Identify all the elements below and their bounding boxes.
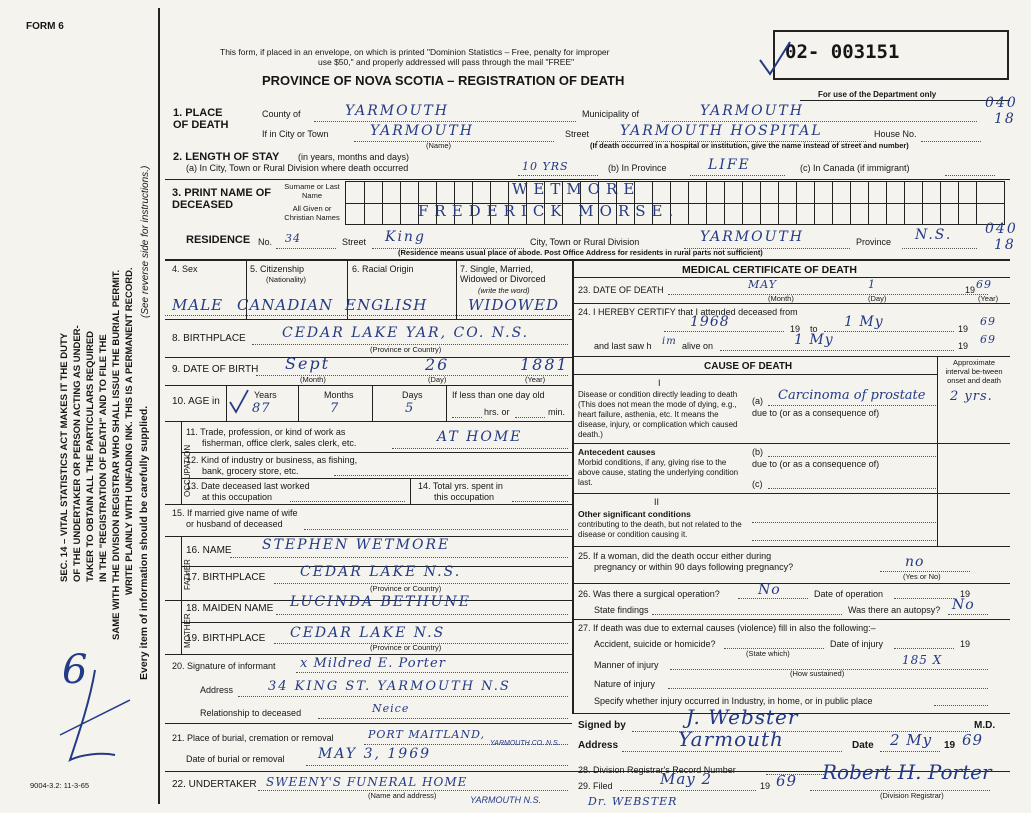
age-years-value[interactable]: 87 (252, 401, 271, 416)
pregnancy-label-1: 25. If a woman, did the death occur either during (578, 551, 772, 561)
industry-label-1: 12. Kind of industry or business, as fishing, (186, 455, 358, 465)
other-conditions-label: contributing to the death, but not related to the disease or condition causing it. (578, 520, 742, 539)
maiden-name-value[interactable]: LUCINDA BETHUNE (290, 594, 471, 610)
death-month-value[interactable]: MAY (748, 278, 778, 291)
autopsy-label: Was there an autopsy? (848, 605, 941, 615)
father-birthplace-label: 17. BIRTHPLACE (186, 572, 266, 583)
citizenship-label: 5. Citizenship (250, 264, 305, 274)
accident-label: Accident, suicide or homicide? (594, 639, 716, 649)
marital-label: 7. Single, Married, Widowed or Divorced (460, 264, 546, 284)
father-birthplace-caption: (Province or Country) (370, 584, 442, 593)
column-divider (572, 259, 574, 713)
to-label: to (810, 324, 818, 334)
age-months-value[interactable]: 7 (330, 401, 340, 416)
initials-handwritten: 6 (62, 647, 88, 693)
state-findings-label: State findings (594, 605, 649, 615)
mother-section-label: MOTHER (183, 613, 192, 648)
sidebar-text-3: TAKER TO OBTAIN ALL THE PARTICULARS REQUIRED (85, 330, 96, 582)
registrar-signature[interactable]: Robert H. Porter (822, 760, 992, 784)
residence-city-value[interactable]: YARMOUTH (700, 229, 804, 245)
sidebar-text-7: Every item of information should be carefully supplied. (138, 405, 150, 680)
cause-title: CAUSE OF DEATH (704, 361, 793, 372)
death-year-value[interactable]: 69 (976, 278, 992, 291)
antecedent-label: Morbid conditions, if any, giving rise to the above cause, stating the underlying condition last. (578, 458, 739, 487)
dob-year-caption: (Year) (525, 375, 546, 384)
death-year-prefix: 19 (965, 285, 976, 295)
last-worked-label-2: at this occupation (202, 492, 273, 502)
last-seen-label: and last saw h (594, 341, 652, 351)
spouse-label-2: or husband of deceased (186, 519, 283, 529)
occupation-section-label: OCCUPATION (183, 444, 192, 497)
trade-value[interactable]: AT HOME (437, 429, 523, 445)
sidebar-text-2: OF THE UNDERTAKER OR PERSON ACTING AS UNDER- (72, 325, 83, 582)
certify-label: 24. I HEREBY CERTIFY that I attended deceased from (578, 307, 798, 317)
father-name-label: 16. NAME (186, 545, 232, 556)
registrar-caption: (Division Registrar) (880, 791, 944, 800)
residence-city-label: City, Town or Rural Division (530, 237, 640, 247)
residence-no-value[interactable]: 34 (285, 232, 301, 245)
trade-label-2: fisherman, office clerk, sales clerk, etc. (202, 438, 357, 448)
physician-address[interactable]: Yarmouth (678, 727, 784, 751)
registrar-mark (40, 660, 140, 780)
mother-birthplace-label: 19. BIRTHPLACE (186, 633, 266, 644)
institution-note: (If death occurred in a hospital or institution, give the name instead of street and number) (590, 141, 909, 150)
age-check-mark (226, 388, 252, 416)
citizenship-caption: (Nationality) (266, 275, 307, 284)
cause-c-label: (c) (752, 479, 763, 489)
part-2-label: II (654, 497, 660, 507)
autopsy-value[interactable]: No (952, 597, 975, 613)
min-label: min. (548, 407, 566, 417)
dept-code-2: 18 (994, 111, 1016, 127)
interval-label: Approximate interval be-tween onset and death (945, 358, 1003, 385)
residence-no-label: No. (258, 237, 273, 247)
marital-caption: (write the word) (478, 286, 530, 295)
years-label: Years (254, 390, 277, 400)
burial-date-label: Date of burial or removal (186, 754, 285, 764)
mother-birthplace-value[interactable]: CEDAR LAKE N.S (290, 625, 446, 641)
surgery-label: 26. Was there a surgical operation? (578, 589, 720, 599)
sign-date-label: Date (852, 740, 874, 751)
street-label: Street (565, 129, 590, 139)
md-label: M.D. (974, 720, 996, 731)
house-label: House No. (874, 129, 917, 139)
dob-month-value[interactable]: Sept (285, 354, 331, 373)
state-which-caption: (State which) (746, 649, 790, 658)
how-sustained-caption: (How sustained) (790, 669, 845, 678)
yes-no-caption: (Yes or No) (903, 572, 941, 581)
filed-year-value: 69 (776, 772, 798, 790)
dob-day-caption: (Day) (428, 375, 447, 384)
father-name-value[interactable]: STEPHEN WETMORE (262, 537, 451, 553)
sidebar-text-1: SEC. 14 – VITAL STATISTICS ACT MAKES IT THE DUTY (59, 332, 70, 582)
stay-a-value[interactable]: 10 YRS (522, 160, 569, 173)
given-names-value[interactable]: FREDERICK MORSE. (418, 202, 680, 220)
sidebar-text-4: IN THE "REGISTRATION OF DEATH" AND TO FILE THE (98, 334, 109, 582)
county-label: County of (262, 109, 301, 119)
city-value[interactable]: YARMOUTH (370, 123, 474, 139)
marital-value[interactable]: WIDOWED (468, 296, 560, 314)
part-1-label: I (658, 378, 661, 388)
form-code: 9004-3.2: 11-3-65 (30, 781, 90, 790)
given-label: All Given or Christian Names (284, 204, 340, 222)
undertaker-label: 22. UNDERTAKER (172, 779, 257, 790)
residence-province-label: Province (856, 237, 892, 247)
manner-note: 185 X (902, 653, 943, 667)
doctor-name: Dr. WEBSTER (588, 795, 678, 808)
physician-signature[interactable]: J. Webster (686, 705, 799, 729)
due-to-b: due to (or as a consequence of) (752, 459, 880, 469)
burial-place-label: 21. Place of burial, cremation or removal (172, 733, 334, 743)
undertaker-caption: (Name and address) (368, 791, 437, 800)
pregnancy-value[interactable]: no (905, 554, 925, 570)
undertaker-address: YARMOUTH N.S. (470, 795, 542, 805)
disease-label: Disease or condition directly leading to death (This does not mean the mode of dying, e.g., heart failure, asthenia, etc. It means the disease, injury, or complication which caused death.) (578, 390, 738, 439)
county-value[interactable]: YARMOUTH (345, 103, 449, 119)
maiden-name-label: 18. MAIDEN NAME (186, 603, 274, 614)
dept-rule (800, 100, 1010, 101)
death-year-caption: (Year) (978, 294, 999, 303)
stay-label: 2. LENGTH OF STAY (173, 151, 280, 163)
dept-use-label: For use of the Department only (818, 90, 937, 99)
dob-month-caption: (Month) (300, 375, 326, 384)
residence-code-1: 040 (985, 221, 1018, 237)
racial-value[interactable]: ENGLISH (345, 296, 428, 314)
stay-c-label: (c) In Canada (if immigrant) (800, 163, 910, 173)
dept-code-1: 040 (985, 95, 1018, 111)
sex-value[interactable]: MALE (172, 296, 224, 314)
alive-on-value[interactable]: 1 My (794, 332, 834, 348)
city-label: If in City or Town (262, 129, 329, 139)
birthplace-value[interactable]: CEDAR LAKE YAR, CO. N.S. (282, 325, 530, 341)
informant-sig-label: 20. Signature of informant (172, 661, 276, 671)
form-title: PROVINCE OF NOVA SCOTIA – REGISTRATION OF DEATH (262, 73, 625, 88)
nature-label: Nature of injury (594, 679, 656, 689)
surname-value[interactable]: WETMORE (512, 180, 641, 198)
operation-year-prefix: 19 (960, 589, 971, 599)
residence-street-label: Street (342, 237, 367, 247)
death-day-value[interactable]: 1 (868, 278, 876, 291)
residence-label: RESIDENCE (186, 234, 251, 246)
stay-caption: (in years, months and days) (298, 152, 410, 162)
other-conditions-title: Other significant conditions (578, 509, 691, 519)
burial-date-value[interactable]: MAY 3, 1969 (318, 746, 432, 762)
sidebar-text-6: WRITE PLAINLY WITH UNFADING INK. THIS IS A PERMANENT RECORD. (124, 267, 135, 595)
injury-year-prefix: 19 (960, 639, 971, 649)
external-label: 27. If death was due to external causes (violence) fill in also the following:– (578, 623, 876, 633)
racial-label: 6. Racial Origin (352, 264, 414, 274)
total-yrs-label-2: this occupation (434, 492, 495, 502)
name-label: 3. PRINT NAME OF DECEASED (172, 187, 272, 211)
industry-label-2: bank, grocery store, etc. (202, 466, 299, 476)
attended-from-year: 19 (790, 324, 801, 334)
last-worked-label-1: 13. Date deceased last worked (186, 481, 310, 491)
birthplace-caption: (Province or Country) (370, 345, 442, 354)
pregnancy-label-2: pregnancy or within 90 days following pregnancy? (594, 562, 794, 572)
alive-on-label: alive on (682, 341, 714, 351)
injury-place-label: Specify whether injury occurred in Industry, in home, or in public place (594, 696, 873, 706)
sign-date-value[interactable]: 2 My (890, 731, 933, 749)
alive-on-prefix: 19 (958, 341, 969, 351)
record-number-label: 28. Division Registrar's Record Number (578, 765, 736, 775)
informant-address-value[interactable]: 34 KING ST. YARMOUTH N.S (268, 679, 511, 694)
stay-a-label: (a) In City, Town or Rural Division where death occurred (186, 163, 409, 173)
age-label: 10. AGE in (172, 396, 220, 407)
stay-b-value[interactable]: LIFE (708, 157, 751, 173)
due-to-a: due to (or as a consequence of) (752, 408, 880, 418)
mother-birthplace-caption: (Province or Country) (370, 643, 442, 652)
operation-date-label: Date of operation (814, 589, 884, 599)
attended-to[interactable]: 1 My (844, 314, 884, 330)
physician-address-label: Address (578, 740, 619, 751)
months-label: Months (324, 390, 354, 400)
manner-label: Manner of injury (594, 660, 659, 670)
sidebar-divider (158, 8, 160, 804)
city-caption: (Name) (426, 141, 452, 150)
relationship-label: Relationship to deceased (200, 708, 302, 718)
attended-from[interactable]: 1968 (690, 314, 730, 330)
last-seen-h: im (662, 336, 677, 347)
municipality-label: Municipality of (582, 109, 640, 119)
envelope-note-2: use $50," and properly addressed will pass through the mail "FREE" (318, 57, 575, 67)
informant-address-label: Address (200, 685, 234, 695)
lt-day-label: If less than one day old (452, 390, 545, 400)
municipality-value[interactable]: YARMOUTH (700, 103, 804, 119)
spouse-label-1: 15. If married give name of wife (172, 508, 298, 518)
check-mark (755, 38, 795, 78)
surgery-value[interactable]: No (758, 582, 781, 598)
attended-to-prefix: 19 (958, 324, 969, 334)
cause-b-label: (b) (752, 447, 763, 457)
surname-label: Surname or Last Name (284, 182, 340, 200)
sex-label: 4. Sex (172, 264, 198, 274)
dob-year-value[interactable]: 1881 (520, 355, 569, 374)
undertaker-name[interactable]: SWEENY'S FUNERAL HOME (266, 775, 468, 789)
antecedent-title: Antecedent causes (578, 447, 656, 457)
interval-a-value[interactable]: 2 yrs. (950, 389, 993, 404)
filed-label: 29. Filed (578, 781, 613, 791)
sign-year-value: 69 (962, 731, 984, 749)
informant-signature[interactable]: x Mildred E. Porter (300, 656, 446, 671)
sign-year-prefix: 19 (944, 740, 956, 751)
total-yrs-label-1: 14. Total yrs. spent in (418, 481, 503, 491)
cause-a-label: (a) (752, 396, 763, 406)
burial-place-sub: YARMOUTH CO. N.S. (490, 740, 560, 747)
registration-number: 02- 003151 (785, 41, 900, 63)
alive-on-year: 69 (980, 333, 996, 346)
sidebar-text-8: (See reverse side for instructions.) (140, 165, 151, 318)
hrs-label: hrs. or (484, 407, 510, 417)
residence-province-value[interactable]: N.S. (915, 227, 953, 243)
medical-title: MEDICAL CERTIFICATE OF DEATH (682, 264, 857, 276)
cause-a-value[interactable]: Carcinoma of prostate (778, 388, 926, 403)
birthplace-label: 8. BIRTHPLACE (172, 333, 246, 344)
street-value[interactable]: YARMOUTH HOSPITAL (620, 123, 823, 139)
sidebar-text-5: SAME WITH THE DIVISION REGISTRAR WHO SHALL ISSUE THE BURIAL PERMIT. (111, 269, 122, 640)
filed-date-value[interactable]: May 2 (660, 770, 713, 788)
filed-year-prefix: 19 (760, 781, 771, 791)
death-month-caption: (Month) (768, 294, 794, 303)
days-label: Days (402, 390, 423, 400)
residence-street-value[interactable]: King (385, 229, 426, 245)
form-number: FORM 6 (26, 21, 64, 32)
residence-note: (Residence means usual place of abode. Post Office Address for residents in rural parts not sufficient) (398, 248, 763, 257)
signed-by-label: Signed by (578, 720, 626, 731)
dob-label: 9. DATE OF BIRTH (172, 364, 259, 375)
envelope-note-1: This form, if placed in an envelope, on which is printed "Dominion Statistics – Free, penalty for improper (220, 47, 610, 57)
stay-b-label: (b) In Province (608, 163, 667, 173)
trade-label-1: 11. Trade, profession, or kind of work as (186, 427, 346, 437)
citizenship-value[interactable]: CANADIAN (237, 296, 334, 314)
place-of-death-label: 1. PLACE OF DEATH (173, 107, 229, 131)
age-days-value[interactable]: 5 (405, 401, 415, 416)
residence-code-2: 18 (994, 237, 1016, 253)
injury-date-label: Date of injury (830, 639, 884, 649)
father-birthplace-value[interactable]: CEDAR LAKE N.S. (300, 564, 462, 580)
dob-day-value[interactable]: 26 (425, 355, 450, 374)
death-date-label: 23. DATE OF DEATH (578, 285, 664, 295)
relationship-value[interactable]: Neice (372, 702, 410, 715)
death-day-caption: (Day) (868, 294, 887, 303)
burial-place-value[interactable]: PORT MAITLAND, (368, 728, 486, 741)
attended-to-year: 69 (980, 315, 996, 328)
father-section-label: FATHER (183, 559, 192, 590)
